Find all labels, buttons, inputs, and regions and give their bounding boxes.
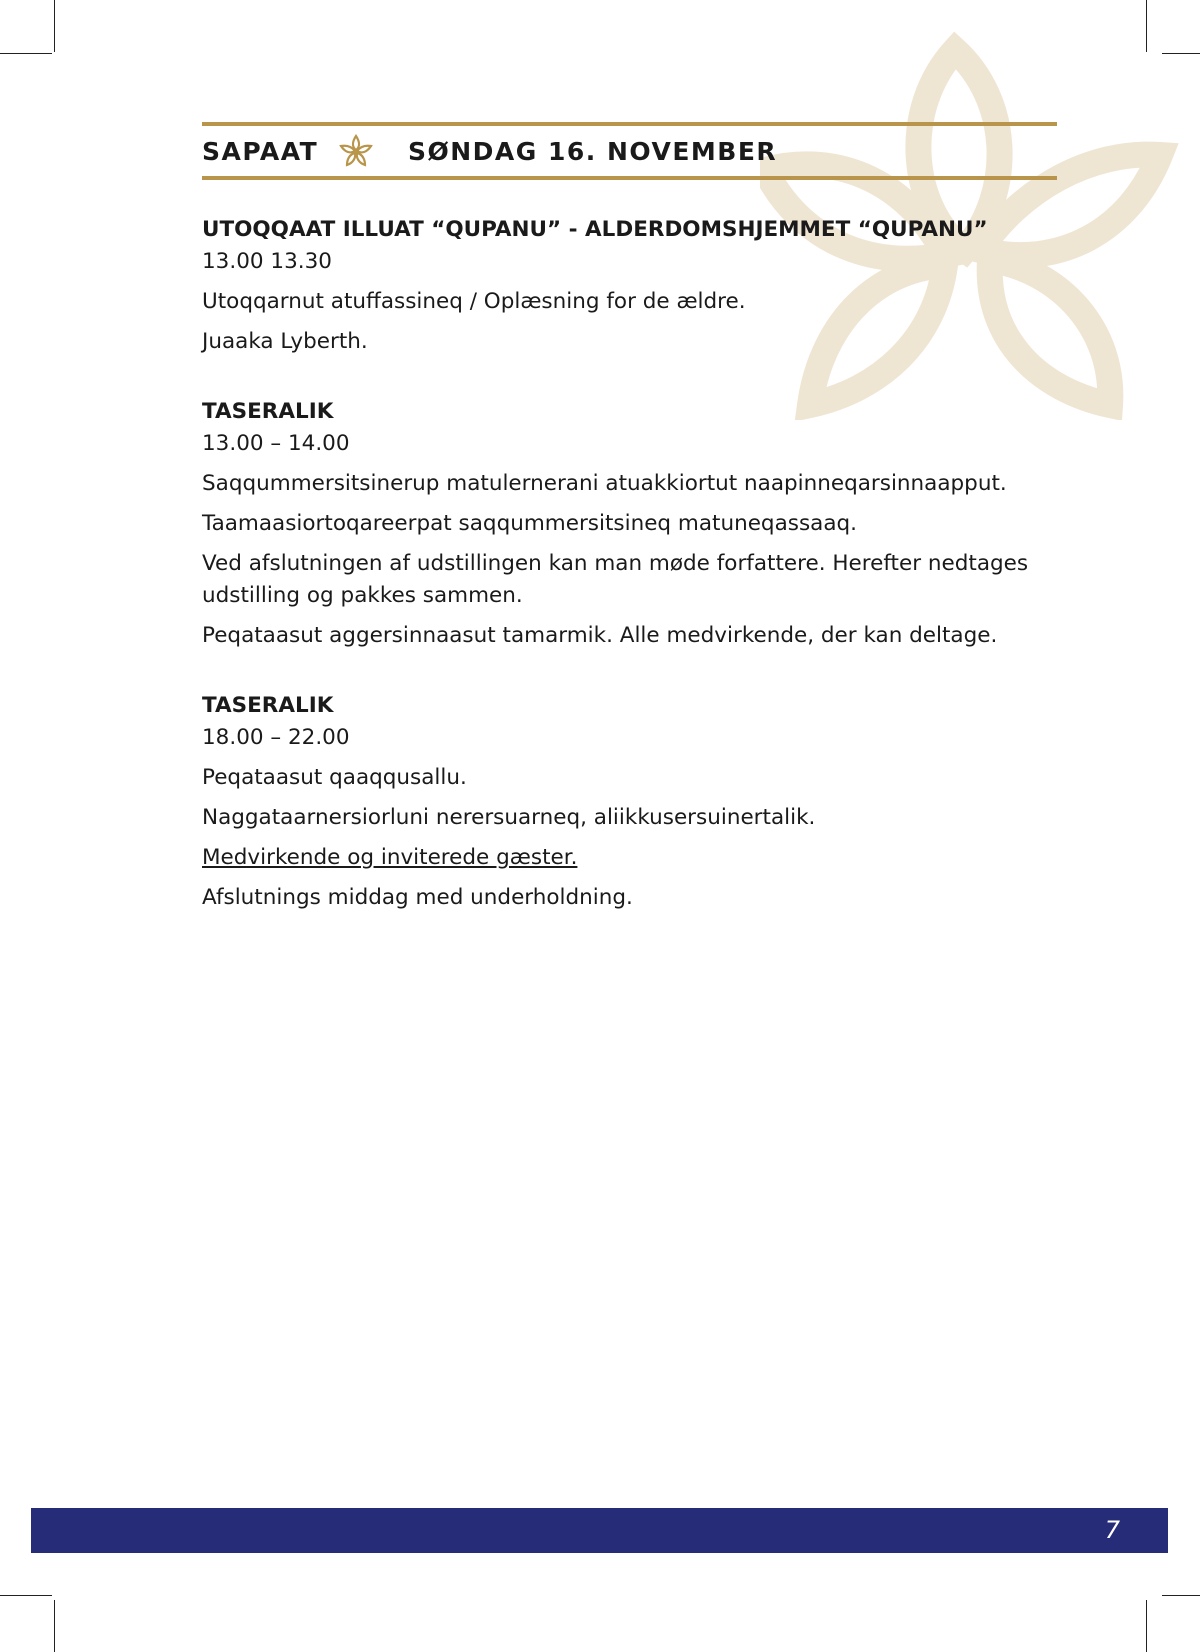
header-day: SAPAAT xyxy=(202,136,319,166)
footer-bar xyxy=(31,1508,1168,1553)
program-content xyxy=(202,214,1082,952)
event-line: Afslutnings middag med underholdning. xyxy=(202,885,633,910)
page-number: 7 xyxy=(1104,1516,1120,1544)
event-section xyxy=(202,396,1082,652)
event-title: TASERALIK xyxy=(202,693,334,718)
event-section xyxy=(202,690,1082,914)
header-date: SØNDAG 16. NOVEMBER xyxy=(408,136,778,166)
event-line-underlined: Medvirkende og inviterede gæster. xyxy=(202,845,578,870)
crop-mark xyxy=(0,53,52,54)
event-line: Peqataasut qaaqqusallu. xyxy=(202,765,467,790)
event-title: TASERALIK xyxy=(202,399,334,424)
event-line: Utoqqarnut atuffassineq / Oplæsning for de ældre. xyxy=(202,289,746,314)
crop-mark xyxy=(1162,1595,1200,1596)
event-section xyxy=(202,214,1082,358)
crop-mark xyxy=(54,0,55,52)
crop-mark xyxy=(0,1595,52,1596)
header-bottom-rule xyxy=(202,176,1057,180)
event-time: 13.00 – 14.00 xyxy=(202,431,350,456)
event-title: UTOQQAAT ILLUAT “QUPANU” - ALDERDOMSHJEMMET “QUPANU” xyxy=(202,217,988,242)
event-time: 18.00 – 22.00 xyxy=(202,725,350,750)
crop-mark xyxy=(54,1600,55,1652)
event-time: 13.00 13.30 xyxy=(202,249,332,274)
event-line: Saqqummersitsinerup matulernerani atuakkiortut naapinneqarsinnaapput. xyxy=(202,471,1007,496)
event-line: Taamaasiortoqareerpat saqqummersitsineq matuneqassaaq. xyxy=(202,511,857,536)
flower-separator-icon xyxy=(338,131,408,171)
event-line: Ved afslutningen af udstillingen kan man møde forfattere. Herefter nedtages udstilling og pakkes sammen. xyxy=(202,551,1029,608)
crop-mark xyxy=(1146,1600,1147,1652)
event-line: Juaaka Lyberth. xyxy=(202,329,368,354)
page-header xyxy=(202,122,1057,180)
event-line: Naggataarnersiorluni nerersuarneq, aliikkusersuinertalik. xyxy=(202,805,816,830)
event-line: Peqataasut aggersinnaasut tamarmik. Alle medvirkende, der kan deltage. xyxy=(202,623,998,648)
